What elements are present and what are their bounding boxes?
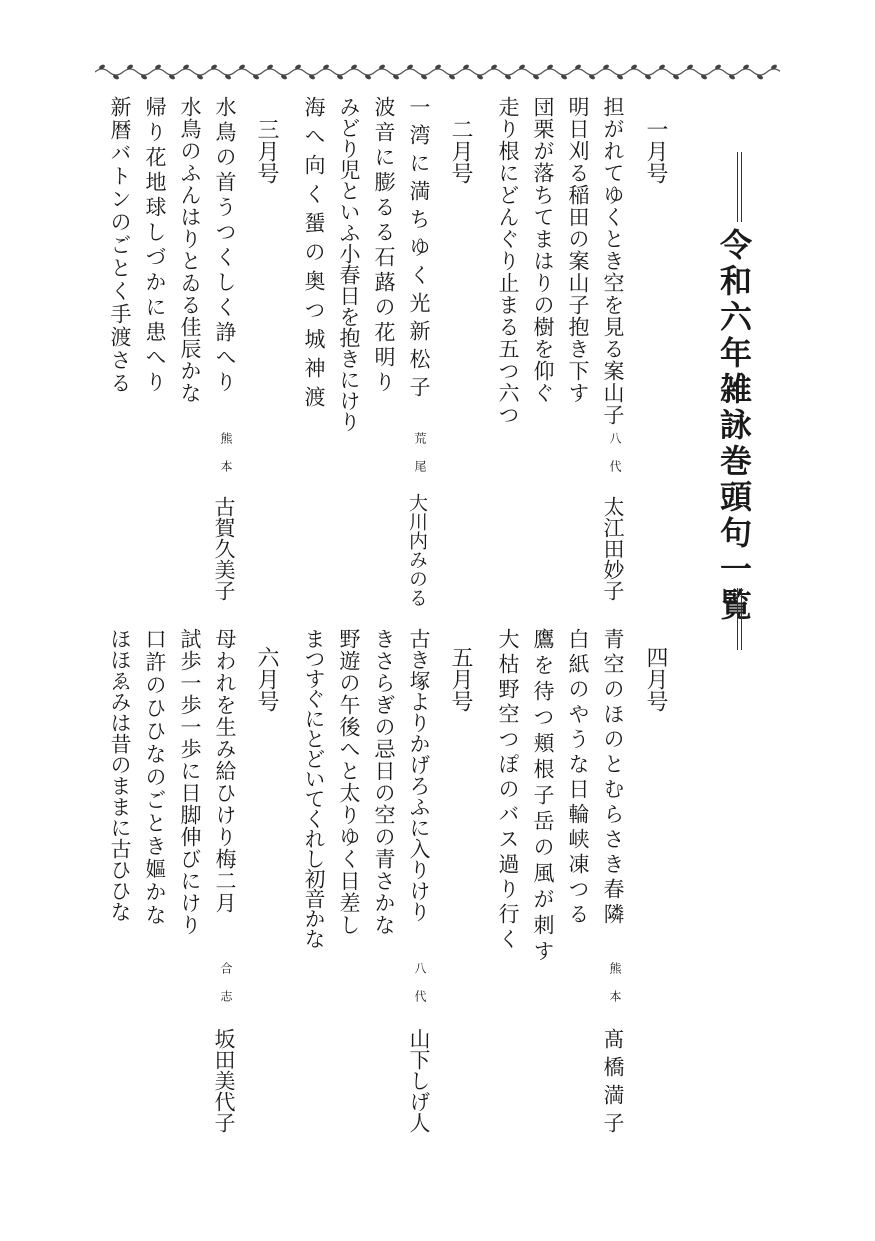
title-rule-top — [737, 152, 742, 222]
author-name: 大川内みのる — [406, 493, 428, 607]
author-name: 髙橋満子 — [601, 1028, 625, 1140]
verse: まつすぐにとどいてくれし初音かな — [302, 628, 326, 948]
verse: 波音に膨るる石蕗の花明り — [372, 96, 396, 396]
author-place: 八代 — [413, 962, 427, 1018]
author-place: 八代 — [608, 432, 622, 488]
vine-ornament-border — [95, 62, 780, 82]
verse: 海へ向く蜑の奥つ城神渡 — [302, 96, 326, 415]
title-rule-bottom — [737, 588, 742, 650]
verse: 一湾に満ちゆく光新松子 — [407, 96, 431, 404]
verse: 白紙のやうな日輪峡凍つる — [566, 628, 590, 928]
verse: 団栗が落ちてまはりの樹を仰ぐ — [531, 96, 555, 404]
author-name: 山下しげ人 — [407, 1028, 431, 1133]
author-name: 坂田美代子 — [212, 1028, 236, 1133]
month-heading: 六月号 — [254, 646, 279, 712]
author-place: 合志 — [219, 962, 233, 1018]
month-heading: 一月号 — [643, 118, 668, 184]
verse: 担がれてゆくとき空を見る案山子 — [601, 96, 625, 426]
verse: 水鳥の首うつくしく諍へり — [213, 96, 237, 396]
verse: きさらぎの忌日の空の青さかな — [372, 628, 396, 936]
author-place: 熊本 — [219, 432, 233, 488]
verse: 走り根にどんぐり止まる五つ六つ — [496, 96, 520, 426]
author-name: 太江田妙子 — [601, 496, 625, 601]
verse: ほほゑみは昔のままに古ひひな — [108, 628, 132, 922]
author-place: 荒尾 — [413, 432, 427, 488]
author-name: 古賀久美子 — [212, 496, 236, 601]
month-heading: 五月号 — [448, 646, 473, 712]
author-place: 熊本 — [608, 962, 622, 1018]
verse: 新暦バトンのごとく手渡さる — [108, 96, 132, 395]
verse: みどり児といふ小春日を抱きにけり — [337, 96, 361, 432]
verse: 大枯野空つぽのバス過り行く — [496, 628, 520, 953]
page-title: 令和六年雑詠巻頭句一覧 — [715, 228, 753, 624]
verse: 帰り花地球しづかに患へり — [143, 96, 167, 396]
verse: 口許のひひなのごとき嫗かな — [143, 628, 167, 927]
verse: 水鳥のふんはりとゐる佳辰かな — [178, 96, 202, 404]
month-heading: 三月号 — [254, 118, 279, 184]
verse: 鷹を待つ頬根子岳の風が刺す — [531, 628, 555, 966]
verse: 野遊の午後へと太りゆく日差し — [337, 628, 361, 936]
verse: 母われを生み給ひけり梅二月 — [213, 628, 237, 914]
verse: 明日刈る稲田の案山子抱き下す — [566, 96, 590, 404]
month-heading: 二月号 — [448, 118, 473, 184]
verse: 古き塚よりかげろふに入りけり — [407, 628, 431, 922]
verse: 青空のほのとむらさき春隣 — [601, 628, 625, 928]
month-heading: 四月号 — [643, 646, 668, 712]
verse: 試歩一歩一歩に日脚伸びにけり — [178, 628, 202, 936]
